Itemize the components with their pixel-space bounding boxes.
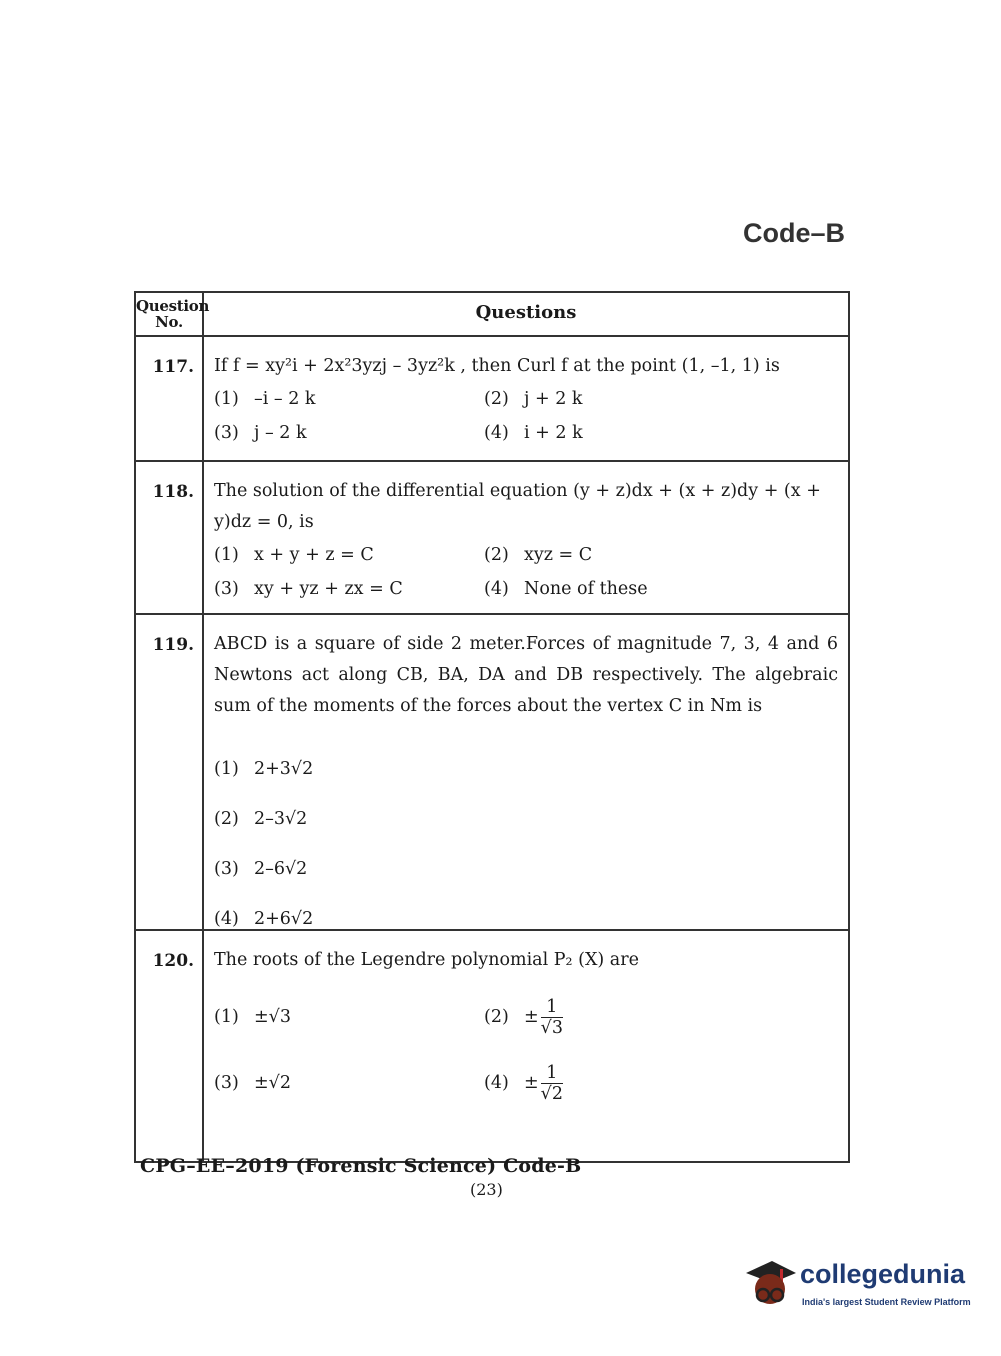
question-row [136, 929, 848, 1161]
option: (2) 2–3√2 [214, 809, 308, 829]
logo-tagline: India's largest Student Review Platform [802, 1297, 971, 1307]
logo-text: collegedunia [800, 1259, 966, 1289]
question-table [134, 291, 850, 1163]
option: (4) i + 2 k [484, 423, 583, 443]
question-text: The solution of the differential equation (y + z)dx + (x + z)dy + (x + y)dz = 0, is [214, 481, 821, 532]
question-row [136, 460, 848, 613]
question-number: 118. [152, 482, 194, 502]
options [214, 744, 838, 944]
options [214, 538, 838, 606]
table-header [136, 293, 848, 335]
option: (1) x + y + z = C [214, 545, 374, 565]
options [214, 382, 838, 450]
question-text: The roots of the Legendre polynomial P₂ (X) are [214, 950, 639, 970]
question-number: 119. [152, 635, 194, 655]
options [214, 984, 838, 1116]
option: (1) ±√3 [214, 1007, 291, 1027]
option: (3) j – 2 k [214, 423, 307, 443]
question-text: ABCD is a square of side 2 meter.Forces of magnitude 7, 3, 4 and 6 Newtons act along CB, BA, DA and DB respectively. The algebraic sum of the moments of the forces about the vertex C in Nm is [214, 634, 838, 716]
option: (1) 2+3√2 [214, 759, 314, 779]
page-number: (23) [470, 1180, 503, 1199]
option: (2) ± $\frac{1}{√3}$ [484, 996, 563, 1038]
option: (1) –i – 2 k [214, 389, 316, 409]
question-row [136, 335, 848, 460]
option: (4) 2+6√2 [214, 909, 314, 929]
fraction: $\frac{1}{√3}$ [540, 996, 563, 1038]
fraction: $\frac{1}{√2}$ [540, 1062, 563, 1104]
column-header-questions: Questions [475, 302, 577, 323]
option: (4) None of these [484, 579, 648, 599]
question-text: If f = xy²i + 2x²3yzj – 3yz²k , then Curl f at the point (1, –1, 1) is [214, 356, 780, 376]
option: (4) ± $\frac{1}{√2}$ [484, 1062, 563, 1104]
mascot-icon [742, 1255, 798, 1313]
question-number: 120. [152, 951, 194, 971]
footer-title: CPG–EE–2019 (Forensic Science) Code-B [140, 1155, 582, 1177]
option: (2) xyz = C [484, 545, 593, 565]
question-row [136, 613, 848, 929]
option: (3) ±√2 [214, 1073, 291, 1093]
option: (3) xy + yz + zx = C [214, 579, 403, 599]
option: (2) j + 2 k [484, 389, 583, 409]
question-number: 117. [152, 357, 194, 377]
code-label: Code–B [742, 218, 845, 248]
collegedunia-logo [742, 1255, 972, 1315]
option: (3) 2–6√2 [214, 859, 308, 879]
column-header-qno: Question No. [136, 293, 204, 335]
